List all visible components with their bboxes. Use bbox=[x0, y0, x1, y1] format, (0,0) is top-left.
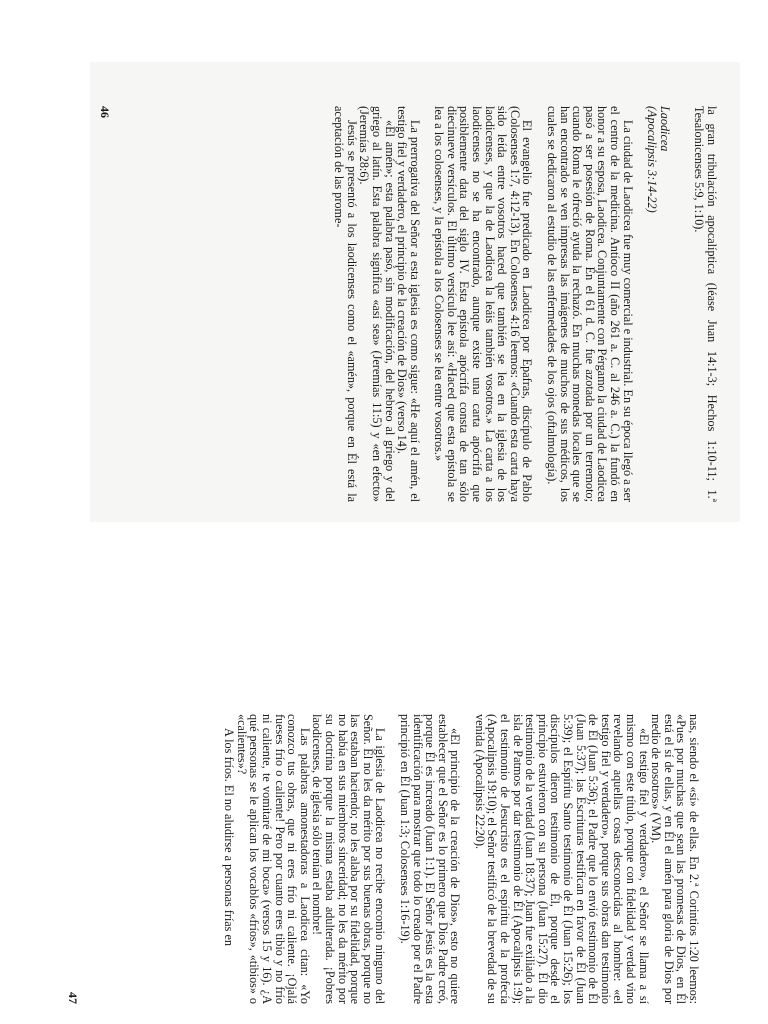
section-reference: (Apocalipsis 3:14-22) bbox=[645, 106, 660, 213]
page-46 bbox=[90, 62, 740, 522]
paragraph: Las palabras amonestadoras a Laodicea citan: «Yo conozco tus obras, que ni eres frío ni caliente. ¡Ojalá fueses frío o caliente! Pero por cuanto eres tibio y no frío ni caliente, te vomitaré de mi boca» (versos 15 y 16). ¿A qué personas se le aplican los vocablos «fríos», «tibios» o «calientes»? bbox=[234, 714, 312, 1004]
intro-paragraph: la gran tribulación apocalíptica (léase Juan 14:1-3; Hechos 1:10-11; 1.ª Tesalonicenses 5:9, 1:10). bbox=[692, 106, 719, 502]
paragraph: La iglesia de Laodicea no recibe encomio ninguno del Señor. El no les da mérito por sus buenas obras, porque no las estaban haciendo; no les alaba por su fidelidad, porque no había en sus miembros sinceridad; no les da mérito por su doctrina porque la misma estaba adulterada. ¡Pobres laodicenses, de iglesia sólo tenían el nombre! bbox=[310, 714, 388, 1004]
paragraph: El evangelio fue predicado en Laodicea por Epafras, discípulo de Pablo (Colosenses 1:7, 4:12-13). En Colosenses 4:16 leemos: «Cuando esta carta haya sido leída entre vosotros haced que también se lea en la iglesia de los laodicenses, y que la de Laodicea la leáis también vosotros.» La carta a los laodicenses no se ha encontrado, aunque existe una carta apócrifa que posiblemente data del siglo IV. Esta epístola apócrifa consta de tan sólo diecinueve versículos. El último versículo lee así: «Haced que esta epístola se lea a los colosenses, y la epístola a los Colosenses se lea entre vosotros.» bbox=[432, 106, 535, 502]
paragraph: nas, siendo el «sí» de ellas. En 2.ª Corintios 1:20 leemos: «Pues por muchas que sean las promesas de Dios, en Él está el sí de ellas, y en Él el amén para gloria de Dios por medio de nosotros» (VM). bbox=[649, 714, 701, 1004]
paragraph: La ciudad de Laodicea fue muy comercial e industrial. En su época llegó a ser el centro de la medicina. Antíoco II (año 261 a. C. al 246 a. C.) la fundó en honor a su esposa, Laodicea. Conjuntamente con Pérgamo la ciudad de Laodicea pasó a ser posesión de Roma. En el 61 d. C. fue azotada por un terremoto; cuando Roma le ofreció ayuda la rechazó. En muchas monedas locales que se han encontrado se ven impresas las imágenes de muchos de sus médicos, los cuales se dedicaron al estudio de las enfermedades de los ojos (oftalmología). bbox=[545, 106, 635, 502]
section-title: Laodicea bbox=[657, 106, 672, 152]
paragraph: «El principio de la creación de Dios», esto no quiere establecer que el Señor es lo primero que Dios Padre creó, porque Él es increado (Juan 1:1). El Señor Jesús es la esta identificación para mostrar que todo lo creado por el Padre principió en Él (Juan 1:3; Colosenses 1:16-19). bbox=[397, 714, 463, 1004]
paragraph: Jesús se presentó a los laodicenses como el «amén», porque en Él está la aceptación de las prome- bbox=[332, 106, 359, 502]
page-number: 46 bbox=[97, 106, 112, 118]
page-number: 47 bbox=[65, 992, 80, 1004]
paragraph: «El amén»; esta palabra pasó, sin modificación, del hebreo al griego y del griego al latín. Esta palabra significa «así sea» (Jeremías 11:5) y «en efecto» (Jeremías 28:6). bbox=[357, 106, 397, 502]
paragraph: A los fríos. El no aludirse a personas frías en bbox=[222, 728, 237, 946]
page-47 bbox=[58, 706, 708, 1024]
section-heading bbox=[646, 106, 671, 502]
paragraph: «El testigo fiel y verdadero», el Señor se llama a sí mismo con este título, porque con fidelidad y verdad vino revelando aquellas cosas desconocidas al hombre: «el testigo fiel y verdadero», porque sus obras dan testimonio de Él (Juan 5:36); el Padre que lo envió testimonio de Él (Juan 5:37); las Escrituras testifican en favor de Él (Juan 5:39); el Espíritu Santo testimonio de Él (Juan 15:26); los discípulos dieron testimonio de Él, porque desde el principio estuvieron con su persona (Juan 15:27). Él dio testimonio de la verdad (Juan 18:37); Juan fue exiliado a la isla de Patmos por dar testimonio de Él (Apocalipsis 1:9); el testimonio de Jesucristo es el espíritu de la profecía (Apocalipsis 19:10); el Señor testificó de la brevedad de su venida (Apocalipsis 22:20). bbox=[472, 714, 651, 1004]
paragraph: La prerrogativa del Señor a esta iglesia es como sigue: «He aquí el amén, el testigo fiel y verdadero, el principio de la creación de Dios» (verso 14). bbox=[395, 106, 422, 502]
